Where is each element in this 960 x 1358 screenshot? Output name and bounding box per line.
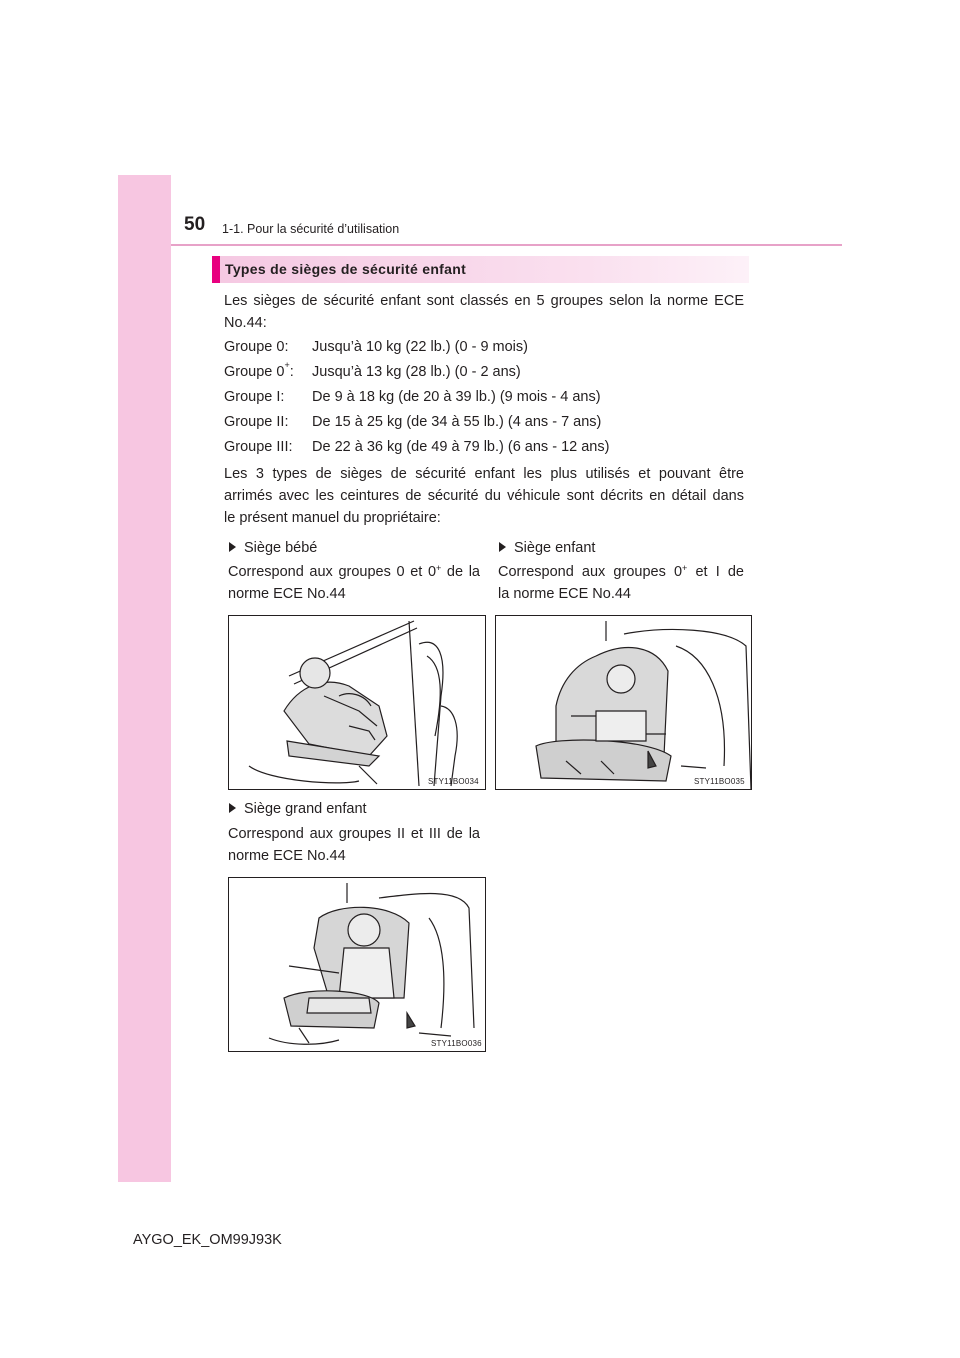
group-0plus-label: Groupe 0+:	[224, 360, 294, 380]
child-seat-illustration	[496, 616, 751, 789]
section-title: Types de sièges de sécurité enfant	[225, 261, 467, 277]
item-booster-title: Siège grand enfant	[229, 798, 367, 820]
item-child-desc-2: la norme ECE No.44	[498, 586, 631, 602]
item-booster-desc-2: norme ECE No.44	[228, 848, 346, 864]
section-title-accent	[212, 256, 220, 283]
group-3-label: Groupe III:	[224, 439, 293, 455]
figure-baby-seat	[228, 615, 486, 790]
item-child-desc-1: Correspond aux groupes 0+ et I de	[498, 563, 744, 580]
bullet-triangle-icon	[229, 542, 236, 552]
item-child-title: Siège enfant	[499, 537, 595, 559]
page-number: 50	[184, 214, 206, 235]
figure-booster-seat	[228, 877, 486, 1052]
desc-line-1: Les 3 types de sièges de sécurité enfant les plus utilisés et pouvant être	[224, 466, 744, 482]
item-baby-desc-1: Correspond aux groupes 0 et 0+ de la	[228, 563, 480, 580]
group-1-label: Groupe I:	[224, 389, 285, 405]
intro-line-1: Les sièges de sécurité enfant sont classés en 5 groupes selon la norme ECE	[224, 293, 744, 309]
booster-seat-illustration	[229, 878, 485, 1051]
group-1-desc: De 9 à 18 kg (de 20 à 39 lb.) (9 mois - 4 ans)	[312, 389, 601, 405]
desc-line-2: arrimés avec les ceintures de sécurité du véhicule sont décrits en détail dans	[224, 488, 744, 504]
section-header: 1-1. Pour la sécurité d’utilisation	[222, 222, 400, 236]
header-divider	[171, 244, 842, 246]
footer-code: AYGO_EK_OM99J93K	[133, 1232, 282, 1248]
bullet-triangle-icon	[499, 542, 506, 552]
figure-code: STY11BO034	[428, 777, 479, 786]
group-2-label: Groupe II:	[224, 414, 289, 430]
figure-code: STY11BO036	[431, 1039, 482, 1048]
item-baby-desc-2: norme ECE No.44	[228, 586, 346, 602]
item-booster-desc-1: Correspond aux groupes II et III de la	[228, 826, 480, 842]
desc-line-3: le présent manuel du propriétaire:	[224, 510, 441, 526]
group-0plus-desc: Jusqu’à 13 kg (28 lb.) (0 - 2 ans)	[312, 364, 521, 380]
section-title-bar	[212, 256, 749, 283]
side-tab	[118, 175, 171, 1182]
intro-line-2: No.44:	[224, 315, 267, 331]
figure-child-seat	[495, 615, 752, 790]
item-baby-title: Siège bébé	[229, 537, 317, 559]
group-2-desc: De 15 à 25 kg (de 34 à 55 lb.) (4 ans - 7 ans)	[312, 414, 602, 430]
bullet-triangle-icon	[229, 803, 236, 813]
group-3-desc: De 22 à 36 kg (de 49 à 79 lb.) (6 ans - 12 ans)	[312, 439, 610, 455]
baby-seat-illustration	[229, 616, 485, 789]
group-0-desc: Jusqu’à 10 kg (22 lb.) (0 - 9 mois)	[312, 339, 528, 355]
group-0-label: Groupe 0:	[224, 339, 289, 355]
figure-code: STY11BO035	[694, 777, 745, 786]
